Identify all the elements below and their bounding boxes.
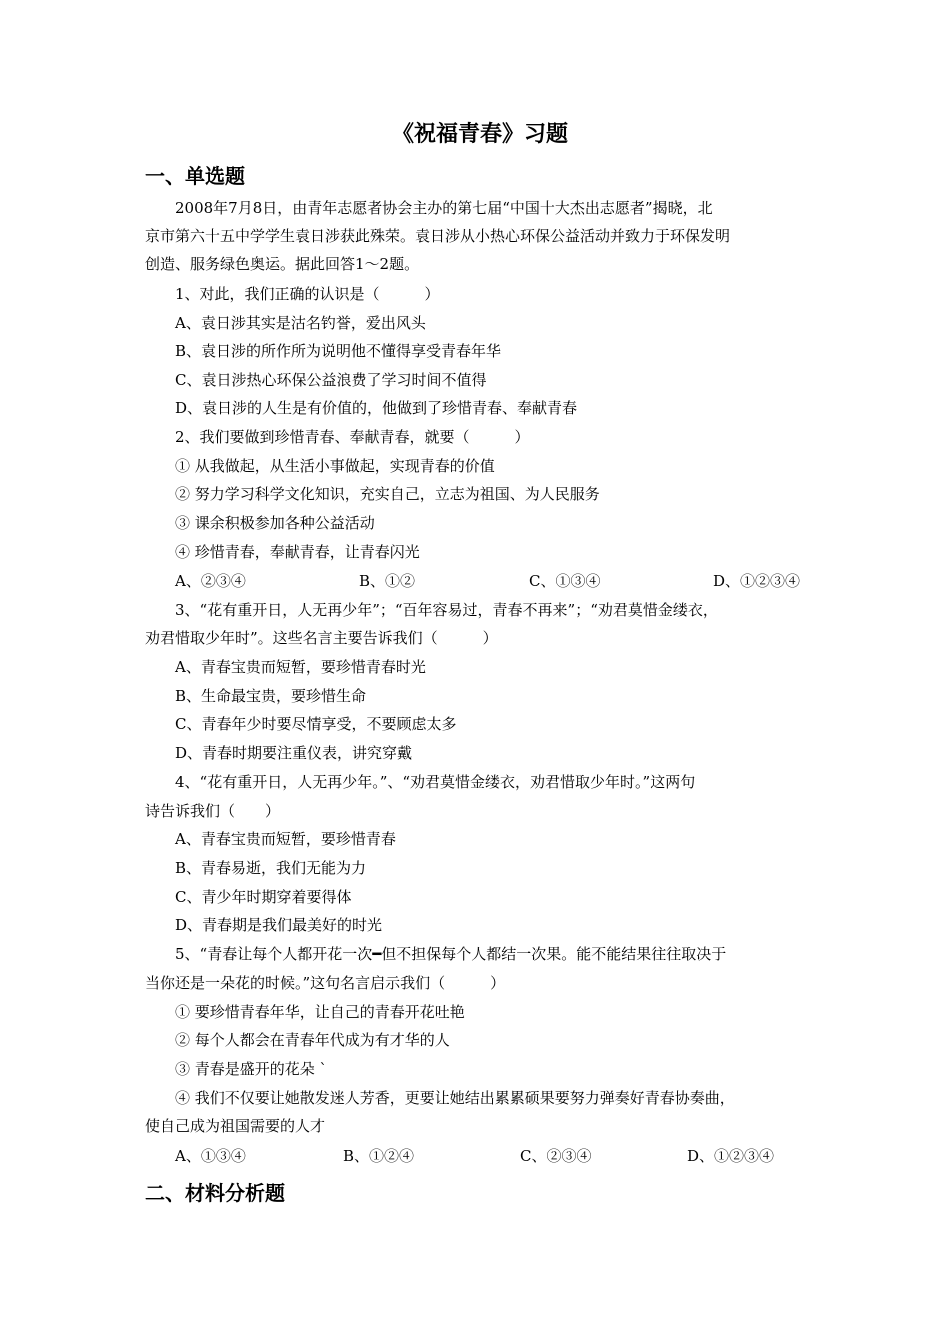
question-5-item: ② 每个人都会在青春年代成为有才华的人 <box>175 1031 450 1049</box>
question-2-choice-b: B、①② <box>359 572 416 590</box>
question-2-choice-c: C、①③④ <box>529 572 601 590</box>
question-4-option-a: A、青春宝贵而短暂，要珍惜青春 <box>175 830 396 848</box>
section-heading-single-choice: 一、单选题 <box>145 164 245 188</box>
question-5-stem: 5、“青春让每个人都开花一次━但不担保每个人都结一次果。能不能结果往往取决于 <box>175 945 727 963</box>
question-3-stem: 3、“花有重开日，人无再少年”；“百年容易过，青春不再来”；“劝君莫惜金缕衣， <box>175 601 718 619</box>
question-1-option-a: A、袁日涉其实是沽名钓誉，爱出风头 <box>175 314 426 332</box>
question-1-option-d: D、袁日涉的人生是有价值的，他做到了珍惜青春、奉献青春 <box>175 399 578 417</box>
question-3-stem: 劝君惜取少年时”。这些名言主要告诉我们（ ） <box>145 629 498 647</box>
question-2-item: ② 努力学习科学文化知识，充实自己，立志为祖国、为人民服务 <box>175 485 600 503</box>
question-2-choice-d: D、①②③④ <box>713 572 801 590</box>
question-1-option-c: C、袁日涉热心环保公益浪费了学习时间不值得 <box>175 371 487 389</box>
question-3-option-d: D、青春时期要注重仪表，讲究穿戴 <box>175 744 413 762</box>
question-2-item: ④ 珍惜青春，奉献青春，让青春闪光 <box>175 543 420 561</box>
question-3-option-a: A、青春宝贵而短暂，要珍惜青春时光 <box>175 658 426 676</box>
question-5-choice-d: D、①②③④ <box>687 1147 775 1165</box>
question-5-choice-c: C、②③④ <box>520 1147 592 1165</box>
question-4-option-b: B、青春易逝，我们无能为力 <box>175 859 367 877</box>
question-5-choice-a: A、①③④ <box>175 1147 246 1165</box>
intro-line: 京市第六十五中学学生袁日涉获此殊荣。袁日涉从小热心环保公益活动并致力于环保发明 <box>145 227 731 245</box>
question-5-choice-b: B、①②④ <box>343 1147 415 1165</box>
question-4-stem: 诗告诉我们（ ） <box>145 802 281 820</box>
intro-line: 创造、服务绿色奥运。据此回答1～2题。 <box>145 255 420 273</box>
question-3-option-c: C、青春年少时要尽情享受，不要顾虑太多 <box>175 715 457 733</box>
question-5-item: ③ 青春是盛开的花朵 ` <box>175 1060 328 1078</box>
question-1-stem: 1、对此，我们正确的认识是（ ） <box>175 285 440 303</box>
question-4-option-c: C、青少年时期穿着要得体 <box>175 888 352 906</box>
intro-line: 2008年7月8日，由青年志愿者协会主办的第七届“中国十大杰出志愿者”揭晓，北 <box>175 199 713 217</box>
question-4-option-d: D、青春期是我们最美好的时光 <box>175 916 383 934</box>
question-5-item: ① 要珍惜青春年华，让自己的青春开花吐艳 <box>175 1003 465 1021</box>
question-5-item: ④ 我们不仅要让她散发迷人芳香，更要让她结出累累硕果要努力弹奏好青春协奏曲， <box>175 1089 735 1107</box>
question-5-item: 使自己成为祖国需要的人才 <box>145 1117 326 1135</box>
question-2-stem: 2、我们要做到珍惜青春、奉献青春，就要（ ） <box>175 428 530 446</box>
question-2-item: ③ 课余积极参加各种公益活动 <box>175 514 375 532</box>
question-1-option-b: B、袁日涉的所作所为说明他不懂得享受青春年华 <box>175 342 502 360</box>
question-5-stem: 当你还是一朵花的时候。”这句名言启示我们（ ） <box>145 974 506 992</box>
question-3-option-b: B、生命最宝贵，要珍惜生命 <box>175 687 367 705</box>
question-4-stem: 4、“花有重开日，人无再少年。”、“劝君莫惜金缕衣，劝君惜取少年时。”这两句 <box>175 773 696 791</box>
question-2-item: ① 从我做起，从生活小事做起，实现青春的价值 <box>175 457 495 475</box>
question-2-choice-a: A、②③④ <box>175 572 246 590</box>
page-title: 《祝福青春》习题 <box>391 122 568 147</box>
section-heading-material-analysis: 二、材料分析题 <box>145 1181 285 1205</box>
